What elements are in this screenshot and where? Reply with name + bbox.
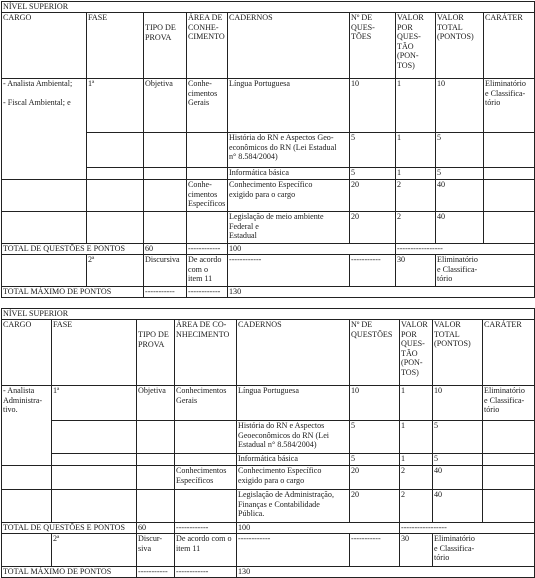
num-questoes-cell: ----------- (350, 534, 400, 567)
header-cadernos: CADERNOS (228, 13, 350, 79)
valor-questao-cell: 2 (400, 490, 433, 523)
exam-table-analista-fiscal-ambiental (1, 1, 535, 298)
discursiva-row (2, 534, 535, 567)
caderno-cell: Conhecimento Específico exigido para o cargo (237, 466, 350, 490)
valor-total-cell: 40 (433, 466, 483, 490)
cargo-cell: - Analista Administra- tivo. (2, 386, 52, 466)
fase-cell (52, 421, 137, 454)
valor-total-cell: 5 (436, 133, 484, 168)
area-cell: Conhecimentos Gerais (175, 386, 237, 421)
table-row (2, 212, 535, 244)
num-questoes-cell: 20 (350, 490, 400, 523)
carater-cell (484, 180, 535, 212)
total-pontos: 100 (237, 523, 400, 534)
area-cell (175, 454, 237, 466)
table-row (2, 421, 535, 454)
header-tipo-prova: TIPO DE PROVA (137, 320, 175, 386)
valor-total-cell: 40 (433, 490, 483, 523)
valor-total-cell: 40 (436, 212, 484, 244)
area-cell (187, 168, 228, 180)
caderno-cell: Informática básica (237, 454, 350, 466)
carater-cell (484, 212, 535, 244)
max-dash: ------------ (175, 567, 237, 578)
carater-cell: Eliminatório e Classifica- tório (484, 79, 535, 133)
fase-cell (87, 180, 144, 212)
total-dash: ------------ (187, 244, 228, 255)
table-row (2, 180, 535, 212)
num-questoes-cell: 20 (350, 466, 400, 490)
exam-table-analista-administrativo (1, 308, 535, 578)
max-label: TOTAL MÁXIMO DE PONTOS (2, 287, 144, 298)
fase-cell: 2ª (87, 255, 144, 287)
total-label: TOTAL DE QUESTÕES E PONTOS (2, 523, 137, 534)
num-questoes-cell: ----------- (350, 255, 396, 287)
caderno-cell: Língua Portuguesa (237, 386, 350, 421)
level-title: NÍVEL SUPERIOR (2, 2, 535, 13)
carater-cell (483, 466, 535, 490)
header-cargo: CARGO (2, 13, 87, 79)
table-row (2, 466, 535, 490)
total-num-questoes: 60 (144, 244, 187, 255)
valor-questao-cell: 1 (396, 133, 436, 168)
valor-questao-cell: 1 (396, 168, 436, 180)
area-cell: Conhe- cimentos Específicos (187, 180, 228, 212)
header-row (2, 13, 535, 79)
num-questoes-cell: 5 (350, 454, 400, 466)
carater-cell (484, 133, 535, 168)
level-row (2, 2, 535, 13)
tipo-prova-cell (137, 421, 175, 454)
valor-total-cell: 5 (433, 421, 483, 454)
valor-questao-cell: 30 (396, 255, 436, 287)
cargo-cell (2, 255, 87, 287)
total-dash: ----------------- (400, 523, 535, 534)
header-row (2, 320, 535, 386)
valor-questao-cell: 1 (400, 421, 433, 454)
max-row (2, 287, 535, 298)
tipo-prova-cell: Discursiva (144, 255, 187, 287)
num-questoes-cell: 5 (350, 168, 396, 180)
valor-questao-cell: 30 (400, 534, 433, 567)
fase-cell (87, 212, 144, 244)
max-dash: ----------- (137, 567, 175, 578)
valor-total-cell: 5 (433, 454, 483, 466)
max-pontos: 130 (228, 287, 535, 298)
tipo-prova-cell (137, 454, 175, 466)
tipo-prova-cell (137, 466, 175, 490)
cargo-cell (2, 466, 52, 490)
tipo-prova-cell (137, 490, 175, 523)
carater-cell (483, 421, 535, 454)
cargo-cell: - Analista Ambiental; - Fiscal Ambiental; e (2, 79, 87, 180)
total-pontos: 100 (228, 244, 396, 255)
carater-cell: Eliminatório e Classifica- tório (483, 386, 535, 421)
tipo-prova-cell: Objetiva (144, 79, 187, 133)
fase-cell (52, 454, 137, 466)
num-questoes-cell: 5 (350, 421, 400, 454)
tipo-prova-cell (144, 168, 187, 180)
tipo-prova-cell: Objetiva (137, 386, 175, 421)
fase-cell (87, 168, 144, 180)
header-fase: FASE (87, 13, 144, 79)
caderno-cell: Conhecimento Específico exigido para o cargo (228, 180, 350, 212)
valor-total-cell: 10 (436, 79, 484, 133)
total-row (2, 523, 535, 534)
valor-questao-cell: 1 (396, 79, 436, 133)
caderno-cell: Informática básica (228, 168, 350, 180)
valor-questao-cell: 2 (396, 212, 436, 244)
max-dash: ------------ (187, 287, 228, 298)
fase-cell (52, 490, 137, 523)
caderno-cell: História do RN e Aspectos Geoeconômicos do RN (Lei Estadual n° 8.584/2004) (237, 421, 350, 454)
max-label: TOTAL MÁXIMO DE PONTOS (2, 567, 137, 578)
valor-total-cell: 10 (433, 386, 483, 421)
area-cell: Conhecimentos Específicos (175, 466, 237, 490)
header-valor-total: VALOR TOTAL (PONTOS) (433, 320, 483, 386)
num-questoes-cell: 5 (350, 133, 396, 168)
fase-cell (52, 466, 137, 490)
cargo-cell (2, 534, 52, 567)
num-questoes-cell: 10 (350, 79, 396, 133)
tipo-prova-cell (144, 133, 187, 168)
header-valor-questao: VALOR POR QUES- TÃO (PON- TOS) (396, 13, 436, 79)
area-cell (187, 212, 228, 244)
carater-cell (484, 168, 535, 180)
fase-cell (87, 133, 144, 168)
num-questoes-cell: 20 (350, 180, 396, 212)
valor-total-cell: 40 (436, 180, 484, 212)
total-num-questoes: 60 (137, 523, 175, 534)
table-row (2, 386, 535, 421)
header-num-questoes: Nº DE QUESTÕES (350, 320, 400, 386)
tipo-prova-cell (144, 212, 187, 244)
table-row (2, 79, 535, 133)
carater-cell (483, 490, 535, 523)
valor-questao-cell: 1 (400, 386, 433, 421)
table-row (2, 490, 535, 523)
max-pontos: 130 (237, 567, 535, 578)
caderno-cell: ------------ (228, 255, 350, 287)
max-row (2, 567, 535, 578)
caderno-cell: Legislação de meio ambiente Federal e Estadual (228, 212, 350, 244)
level-row (2, 309, 535, 320)
caderno-cell: Língua Portuguesa (228, 79, 350, 133)
header-carater: CARÁTER (483, 320, 535, 386)
carater-cell (483, 454, 535, 466)
area-cell: De acordo com o item 11 (175, 534, 237, 567)
table-row (2, 454, 535, 466)
valor-questao-cell: 2 (396, 180, 436, 212)
caderno-cell: História do RN e Aspectos Geo- econômicos do RN (Lei Estadual n° 8.584/2004) (228, 133, 350, 168)
cargo-cell (2, 490, 52, 523)
cargo-cell (2, 212, 87, 244)
discursiva-row (2, 255, 535, 287)
total-dash: ----------------- (396, 244, 535, 255)
fase-cell: 2ª (52, 534, 137, 567)
carater-cell: Eliminatório e Classifica- tório (433, 534, 535, 567)
level-title: NÍVEL SUPERIOR (2, 309, 535, 320)
header-cadernos: CADERNOS (237, 320, 350, 386)
num-questoes-cell: 10 (350, 386, 400, 421)
header-cargo: CARGO (2, 320, 52, 386)
tipo-prova-cell (144, 180, 187, 212)
area-cell (187, 133, 228, 168)
caderno-cell: Legislação de Administração, Finanças e Contabilidade Pública. (237, 490, 350, 523)
area-cell: Conhe- cimentos Gerais (187, 79, 228, 133)
area-cell (175, 490, 237, 523)
caderno-cell: ------------ (237, 534, 350, 567)
valor-questao-cell: 2 (400, 466, 433, 490)
header-area: ÁREA DE CONHE- CIMENTO (187, 13, 228, 79)
area-cell (175, 421, 237, 454)
total-label: TOTAL DE QUESTÕES E PONTOS (2, 244, 144, 255)
valor-questao-cell: 1 (400, 454, 433, 466)
cargo-cell (2, 180, 87, 212)
total-row (2, 244, 535, 255)
header-valor-questao: VALOR POR QUES- TÃO (PON- TOS) (400, 320, 433, 386)
header-num-questoes: Nº DE QUES- TÕES (350, 13, 396, 79)
tipo-prova-cell: Discur- siva (137, 534, 175, 567)
header-carater: CARÁTER (484, 13, 535, 79)
fase-cell: 1ª (52, 386, 137, 421)
header-valor-total: VALOR TOTAL (PONTOS) (436, 13, 484, 79)
max-dash: ----------- (144, 287, 187, 298)
area-cell: De acordo com o item 11 (187, 255, 228, 287)
carater-cell: Eliminatório e Classifica- tório (436, 255, 535, 287)
header-tipo-prova: TIPO DE PROVA (144, 13, 187, 79)
valor-total-cell: 5 (436, 168, 484, 180)
header-fase: FASE (52, 320, 137, 386)
header-area: ÁREA DE CO- NHECIMENTO (175, 320, 237, 386)
total-dash: ------------ (175, 523, 237, 534)
fase-cell: 1ª (87, 79, 144, 133)
num-questoes-cell: 20 (350, 212, 396, 244)
